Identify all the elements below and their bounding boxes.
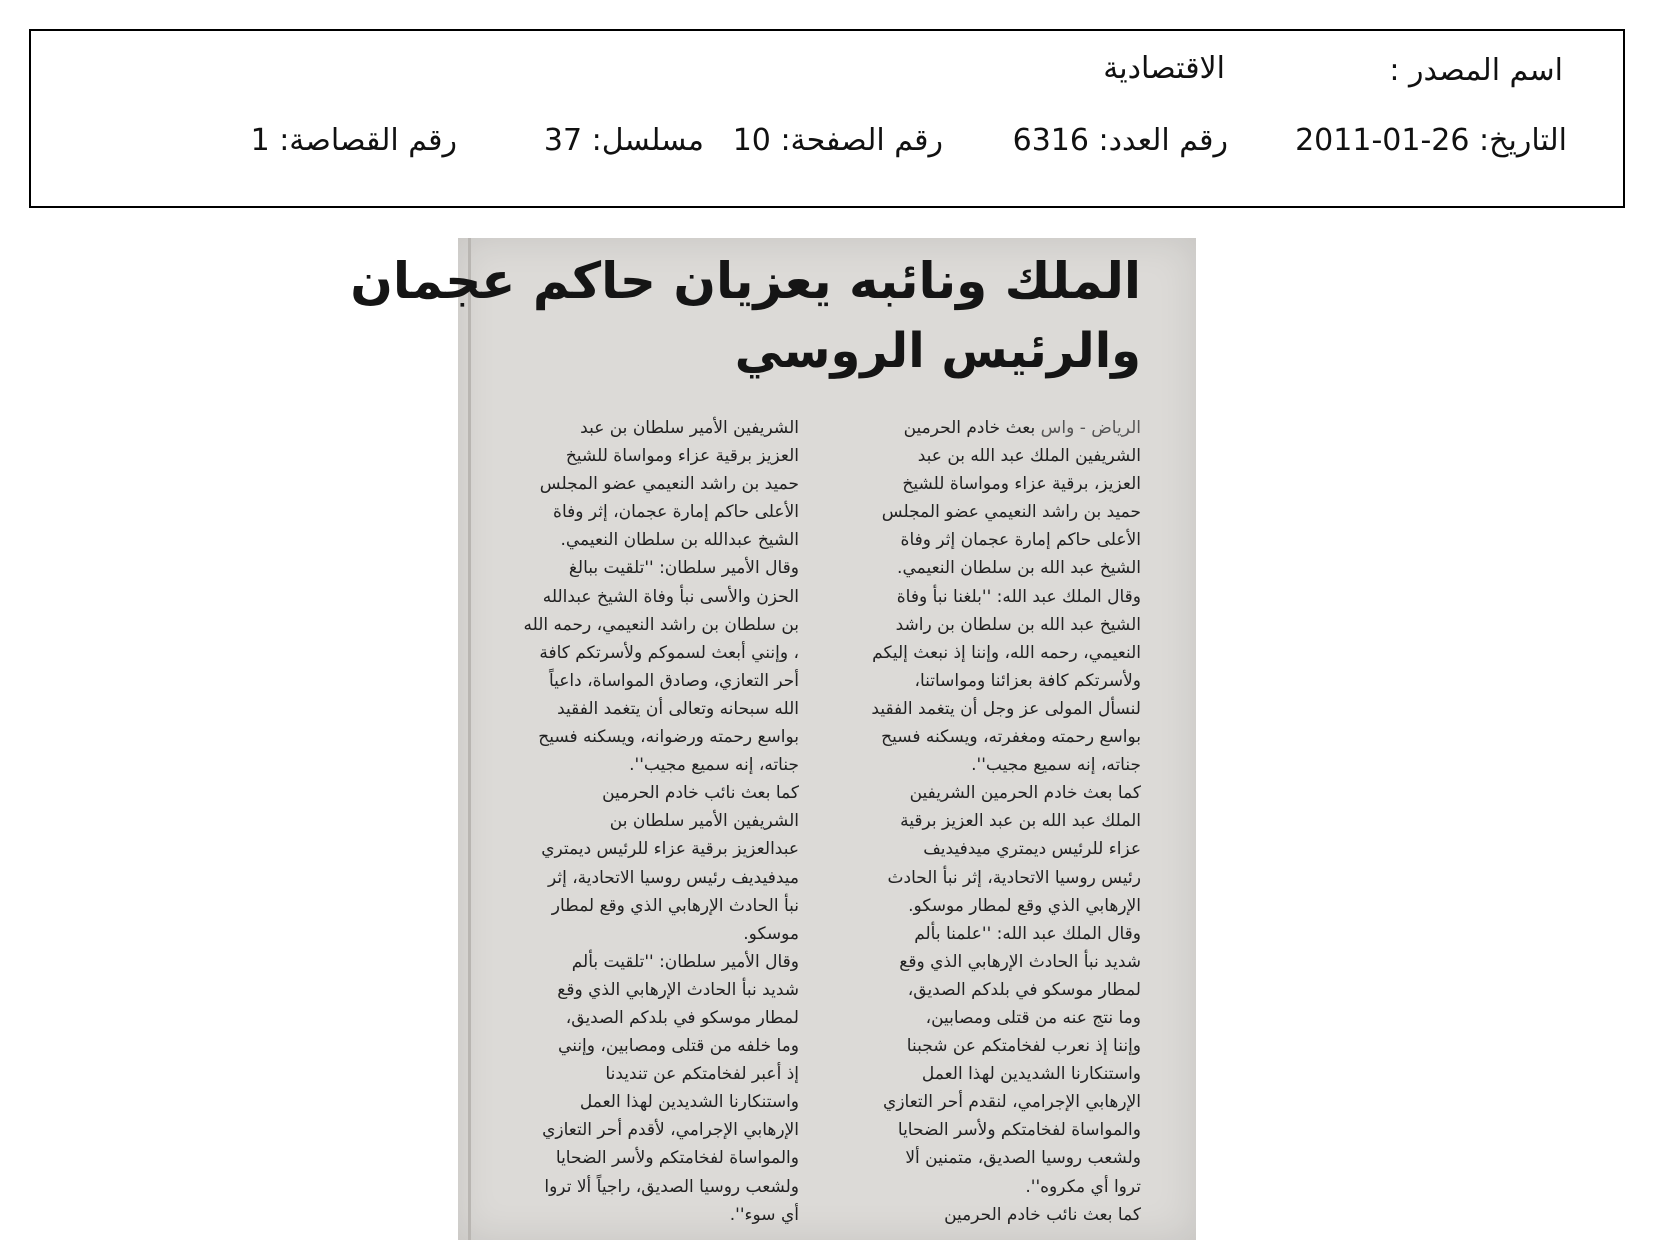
article-line: شديد نبأ الحادث الإرهابي الذي وقع — [899, 951, 1141, 972]
article-line: كما بعث نائب خادم الحرمين — [944, 1204, 1141, 1225]
article-line: العزيز برقية عزاء ومواساة للشيخ — [565, 446, 799, 467]
article-line: لنسأل المولى عز وجل أن يتغمد الفقيد — [871, 698, 1141, 719]
article-line: شديد نبأ الحادث الإرهابي الذي وقع — [557, 979, 799, 1000]
clipping-edge — [468, 238, 471, 1240]
article-line: ، وإنني أبعث لسموكم ولأسرتكم كافة — [539, 642, 799, 663]
article-line: الأعلى حاكم إمارة عجمان إثر وفاة — [900, 530, 1141, 551]
article-line: تروا أي مكروه''. — [1025, 1176, 1141, 1197]
article-line: الشيخ عبد الله بن سلطان بن راشد — [895, 614, 1141, 635]
article-line: حميد بن راشد النعيمي عضو المجلس — [881, 502, 1141, 523]
article-column-right — [825, 414, 1141, 1229]
article-line: وإننا إذ نعرب لفخامتكم عن شجبنا — [906, 1036, 1141, 1057]
article-line: الشريفين الملك عبد الله بن عبد — [917, 446, 1141, 467]
article-line: الشريفين الأمير سلطان بن — [609, 811, 799, 832]
date-field: التاريخ: 26-01-2011 — [1295, 123, 1567, 158]
issue-number-field: رقم العدد: 6316 — [1012, 123, 1228, 158]
article-line: إذ أعبر لفخامتكم عن تنديدنا — [605, 1064, 799, 1085]
article-line: الإرهابي الإجرامي، لنقدم أحر التعازي — [883, 1092, 1141, 1113]
article-line: وقال الأمير سلطان: ''تلقيت ببالغ — [568, 558, 799, 579]
article-line: ولشعب روسيا الصديق، راجياً ألا تروا — [544, 1176, 799, 1197]
source-label: اسم المصدر : — [1389, 53, 1563, 88]
article-line: لمطار موسكو في بلدكم الصديق، — [565, 1007, 799, 1028]
article-line: جناته، إنه سميع مجيب''. — [629, 755, 799, 776]
article-line: والمواساة لفخامتكم ولأسر الضحايا — [897, 1120, 1141, 1141]
article-line: بواسع رحمته ورضوانه، ويسكنه فسيح — [538, 727, 799, 748]
article-line: ولأسرتكم كافة بعزائنا ومواساتنا، — [914, 670, 1141, 691]
article-line — [825, 414, 1141, 442]
article-line: بواسع رحمته ومغفرته، ويسكنه فسيح — [881, 727, 1141, 748]
article-line: الملك عبد الله بن عبد العزيز برقية — [900, 811, 1141, 832]
article-line: واستنكارنا الشديدين لهذا العمل — [579, 1092, 799, 1113]
article-line: الشيخ عبد الله بن سلطان النعيمي. — [897, 558, 1141, 579]
article-line: كما بعث خادم الحرمين الشريفين — [909, 783, 1141, 804]
article-line: بن سلطان بن راشد النعيمي، رحمه الله — [523, 614, 799, 635]
source-name: الاقتصادية — [1103, 51, 1225, 86]
article-line: كما بعث نائب خادم الحرمين — [602, 783, 799, 804]
article-line-text: بعث خادم الحرمين — [903, 418, 1036, 438]
article-line: نبأ الحادث الإرهابي الذي وقع لمطار — [551, 895, 799, 916]
article-line: وما نتج عنه من قتلى ومصابين، — [925, 1007, 1141, 1028]
article-line: وما خلفه من قتلى ومصابين، وإنني — [558, 1036, 799, 1057]
article-line: الحزن والأسى نبأ وفاة الشيخ عبدالله — [542, 586, 799, 607]
article-line: عزاء للرئيس ديمتري ميدفيديف — [923, 839, 1141, 860]
article-line: الشيخ عبدالله بن سلطان النعيمي. — [560, 530, 799, 551]
article-line: رئيس روسيا الاتحادية، إثر نبأ الحادث — [887, 867, 1141, 888]
article-line: الله سبحانه وتعالى أن يتغمد الفقيد — [557, 698, 799, 719]
article-line: الإرهابي الذي وقع لمطار موسكو. — [908, 895, 1141, 916]
page-number-field: رقم الصفحة: 10 — [732, 123, 943, 158]
article-line: موسكو. — [743, 923, 799, 944]
article-line: ميدفيديف رئيس روسيا الاتحادية، إثر — [547, 867, 799, 888]
article-line: واستنكارنا الشديدين لهذا العمل — [921, 1064, 1141, 1085]
serial-field: مسلسل: 37 — [543, 123, 704, 158]
article-line: الأعلى حاكم إمارة عجمان، إثر وفاة — [553, 502, 799, 523]
clipping-number-field: رقم القصاصة: 1 — [250, 123, 457, 158]
article-line: الإرهابي الإجرامي، لأقدم أحر التعازي — [542, 1120, 799, 1141]
article-line: جناته، إنه سميع مجيب''. — [971, 755, 1141, 776]
headline-line-1: الملك ونائبه يعزيان حاكم عجمان — [350, 252, 1141, 310]
article-line: النعيمي، رحمه الله، وإننا إذ نبعث إليكم — [872, 642, 1141, 663]
article-line: العزيز، برقية عزاء ومواساة للشيخ — [902, 474, 1141, 495]
article-line: عبدالعزيز برقية عزاء للرئيس ديمتري — [541, 839, 799, 860]
article-line: وقال الملك عبد الله: ''بلغنا نبأ وفاة — [896, 586, 1141, 607]
metadata-header-box — [29, 29, 1625, 208]
article-line: أي سوء''. — [729, 1204, 799, 1225]
article-column-left — [483, 414, 799, 1229]
dateline: الرياض - واس — [1035, 418, 1141, 438]
article-line: ولشعب روسيا الصديق، متمنين ألا — [905, 1148, 1141, 1169]
article-line: والمواساة لفخامتكم ولأسر الضحايا — [555, 1148, 799, 1169]
headline-line-2: والرئيس الروسي — [734, 323, 1141, 379]
article-line: وقال الأمير سلطان: ''تلقيت بألم — [571, 951, 799, 972]
article-line: لمطار موسكو في بلدكم الصديق، — [907, 979, 1141, 1000]
article-line: أحر التعازي، وصادق المواساة، داعياً — [548, 670, 799, 691]
article-line: الشريفين الأمير سلطان بن عبد — [580, 418, 799, 438]
newspaper-clipping — [350, 238, 1196, 1240]
article-line: وقال الملك عبد الله: ''علمنا بألم — [914, 923, 1141, 944]
article-line: حميد بن راشد النعيمي عضو المجلس — [539, 474, 799, 495]
